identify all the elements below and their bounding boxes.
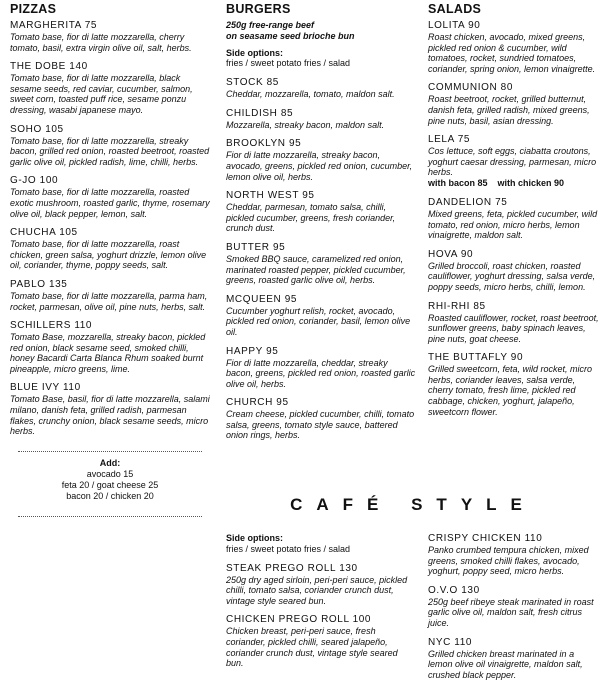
menu-item-hova — [428, 249, 600, 293]
item-name: CHILDISH 85 — [226, 107, 294, 119]
salads-title: SALADS — [428, 2, 482, 16]
add-on-line: avocado 15 — [86, 468, 134, 479]
item-description: Tomato base, fior di latte mozzarella, cherry tomato, basil, extra virgin olive oil, salt, herbs. — [10, 32, 192, 53]
cafe-right-column — [428, 533, 600, 688]
menu-item-steak-prego-roll — [226, 563, 416, 607]
side-options-heading: Side options: — [226, 47, 283, 58]
item-description: Mixed greens, feta, pickled cucumber, wild tomato, red onion, micro herbs, lemon vinaigrette, maldon salt. — [428, 208, 598, 241]
add-on-line: bacon 20 / chicken 20 — [66, 490, 154, 501]
item-extras — [428, 178, 600, 189]
cafe-style-title: CAFÉ STYLE — [290, 495, 536, 514]
item-name: G-JO 100 — [10, 175, 59, 187]
item-name: SOHO 105 — [10, 123, 64, 135]
item-name: PABLO 135 — [10, 278, 68, 290]
menu-item-blue-ivy — [10, 382, 210, 436]
item-name: RHI-RHI 85 — [428, 300, 486, 312]
burgers-intro-line: 250g free-range beef — [226, 20, 315, 30]
menu-item-stock — [226, 77, 416, 100]
menu-item-schillers — [10, 320, 210, 374]
menu-item-margherita — [10, 20, 210, 53]
dotted-divider — [18, 451, 202, 452]
item-description: Roast chicken, avocado, mixed greens, pickled red onion & cucumber, wild tomatoes, rocket, sundried tomatoes, coriander, spring onion, lemon vinaigrette. — [428, 32, 596, 74]
menu-item-pablo — [10, 279, 210, 312]
side-options-heading: Side options: — [226, 533, 283, 543]
item-description: Grilled sweetcorn, feta, wild rocket, micro herbs, coriander leaves, salsa verde, cherry tomato, fresh lime, pickled red cabbage, chicken, yoghurt, jalapeño, sweetcorn flower. — [428, 364, 593, 417]
item-name: BUTTER 95 — [226, 241, 286, 253]
item-name: SCHILLERS 110 — [10, 320, 93, 332]
item-description: Cos lettuce, soft eggs, ciabatta croutons, yoghurt caesar dressing, parmesan, micro herbs. — [428, 146, 597, 178]
item-description: Fior di latte mozzarella, streaky bacon, avocado, greens, pickled red onion, cucumber, lemon olive oil, herbs. — [226, 150, 413, 182]
item-description: Tomato base, fior di latte mozzarella, roast chicken, green salsa, yoghurt drizzle, lemon olive oil, coriander, thyme, poppy seeds, salt. — [10, 239, 207, 271]
item-name: BLUE IVY 110 — [10, 382, 81, 394]
menu-item-chicken-prego-roll — [226, 614, 416, 668]
burgers-column — [226, 0, 416, 449]
item-name: CHICKEN PREGO ROLL 100 — [226, 614, 372, 626]
item-description: Grilled broccoli, roast chicken, roasted cauliflower, yoghurt dressing, salsa verde, poppy seeds, micro herbs, chilli, lemon. — [428, 260, 596, 292]
menu-item-dandelion — [428, 197, 600, 241]
item-description: Mozzarella, streaky bacon, maldon salt. — [226, 119, 385, 130]
item-description: Cheddar, parmesan, tomato salsa, chilli, pickled cucumber, greens, fresh coriander, crunch dust. — [226, 202, 396, 234]
extra-option: with chicken 90 — [497, 177, 565, 188]
item-description: Tomato base, fior di latte mozzarella, streaky bacon, grilled red onion, roasted beetroot, roasted garlic olive oil, pickled radish, lime, chilli, herbs. — [10, 135, 210, 167]
item-description: Tomato base, fior di latte mozzarella, parma ham, rocket, parmesan, olive oil, pine nuts, herbs, salt. — [10, 290, 208, 312]
item-name: NORTH WEST 95 — [226, 190, 315, 202]
item-description: Tomato base, fior di latte mozzarella, black sesame seeds, red caviar, cucumber, salmon, sweet corn, toasted puff rice, sesame ponzu dressing, wasabi japanese mayo. — [10, 73, 193, 115]
menu-item-rhi-rhi — [428, 301, 600, 345]
item-name: O.V.O 130 — [428, 584, 480, 596]
menu-item-the-buttafly — [428, 352, 600, 417]
dotted-divider — [18, 516, 202, 517]
menu-item-happy — [226, 346, 416, 390]
menu-item-the-dobe — [10, 61, 210, 115]
menu-item-ovo — [428, 585, 600, 629]
item-description: 250g dry aged sirloin, peri-peri sauce, pickled chilli, tomato salsa, coriander crunch dust, vintage style seared bun. — [226, 574, 408, 606]
item-description: Chicken breast, peri-peri sauce, fresh coriander, pickled chilli, seared jalapeño, coriander crunch dust, vintage style seared bun. — [226, 626, 398, 669]
item-name: NYC 110 — [428, 636, 473, 648]
menu-item-communion — [428, 82, 600, 126]
item-name: COMMUNION 80 — [428, 82, 513, 94]
item-name: THE DOBE 140 — [10, 61, 88, 73]
menu-item-brooklyn — [226, 138, 416, 182]
burgers-intro-line: on seasame seed brioche bun — [226, 30, 355, 41]
item-name: THE BUTTAFLY 90 — [428, 352, 524, 364]
salads-column — [428, 0, 600, 425]
item-description: Roasted cauliflower, rocket, roast beetroot, sunflower greens, baby spinach leaves, pine nuts, goat cheese. — [428, 312, 599, 344]
menu-item-childish — [226, 108, 416, 131]
side-options-list: fries / sweet potato fries / salad — [226, 543, 351, 554]
item-name: HAPPY 95 — [226, 345, 279, 357]
menu-item-lolita — [428, 20, 600, 74]
burgers-intro — [226, 20, 416, 42]
item-name: LELA 75 — [428, 134, 471, 146]
item-description: Panko crumbed tempura chicken, mixed greens, smoked chilli flakes, avocado, yoghurt, poppy seed, micro herbs. — [428, 545, 589, 577]
item-description: Fior di latte mozzarella, cheddar, streaky bacon, greens, pickled red onion, roasted garlic olive oil, herbs. — [226, 357, 416, 389]
menu-item-church — [226, 397, 416, 441]
item-name: CHURCH 95 — [226, 397, 289, 409]
menu-item-g-jo — [10, 175, 210, 219]
item-name: LOLITA 90 — [428, 20, 481, 31]
item-description: Smoked BBQ sauce, caramelized red onion, marinated roasted pepper, pickled cucumber, greens, roasted garlic olive oil, herbs. — [226, 253, 406, 286]
item-name: MARGHERITA 75 — [10, 20, 98, 31]
add-on-line: feta 20 / goat cheese 25 — [61, 479, 159, 490]
item-name: STEAK PREGO ROLL 130 — [226, 562, 358, 574]
item-description: Cheddar, mozzarella, tomato, maldon salt. — [226, 89, 395, 100]
item-name: DANDELION 75 — [428, 196, 508, 208]
item-description: Cucumber yoghurt relish, rocket, avocado, pickled red onion, coriander, basil, lemon olive oil. — [226, 305, 411, 337]
menu-item-chucha — [10, 227, 210, 271]
item-description: Tomato base, fior di latte mozzarella, roasted exotic mushroom, roasted garlic, thyme, rosemary olive oil, black pepper, lemon, salt. — [10, 187, 210, 219]
item-description: Grilled chicken breast marinated in a lemon olive oil vinaigrette, maldon salt, crushed black pepper. — [428, 648, 583, 680]
pizzas-title: PIZZAS — [10, 2, 57, 16]
add-ons-title: Add: — [99, 457, 121, 468]
menu-item-butter — [226, 242, 416, 286]
item-description: Tomato Base, mozzarella, streaky bacon, pickled red onion, black sesame seed, smoked chilli, honey Bacardi Carta Blanca Rhum soaked burnt pineapple, micro greens, lime. — [10, 332, 206, 374]
menu-item-lela — [428, 134, 600, 189]
item-name: CRISPY CHICKEN 110 — [428, 533, 543, 544]
add-ons-block — [10, 458, 210, 502]
burgers-title: BURGERS — [226, 2, 291, 16]
menu-item-crispy-chicken — [428, 533, 600, 577]
item-description: 250g beef ribeye steak marinated in roast garlic olive oil, maldon salt, fresh citrus juice. — [428, 596, 594, 628]
item-description: Roast beetroot, rocket, grilled butternut, danish feta, grilled radish, mixed greens, pine nuts, basil, asian dressing. — [428, 94, 590, 126]
menu-item-soho — [10, 124, 210, 168]
item-name: CHUCHA 105 — [10, 227, 78, 239]
extra-option: with bacon 85 — [428, 177, 488, 188]
item-name: BROOKLYN 95 — [226, 138, 302, 150]
menu-item-nyc — [428, 637, 600, 681]
item-description: Tomato Base, basil, fior di latte mozzarella, salami milano, danish feta, grilled radish, parmesan flakes, crunchy onion, black sesame seeds, micro herbs. — [10, 394, 210, 437]
pizzas-column — [10, 0, 210, 523]
item-name: HOVA 90 — [428, 248, 474, 260]
item-name: MCQUEEN 95 — [226, 293, 298, 305]
item-name: STOCK 85 — [226, 77, 279, 89]
side-options-list: fries / sweet potato fries / salad — [226, 58, 351, 69]
cafe-left-column — [226, 533, 416, 677]
menu-item-mcqueen — [226, 294, 416, 338]
item-description: Cream cheese, pickled cucumber, chilli, tomato salsa, greens, tomato style sauce, battered onion rings, herbs. — [226, 409, 415, 441]
menu-item-north-west — [226, 190, 416, 234]
